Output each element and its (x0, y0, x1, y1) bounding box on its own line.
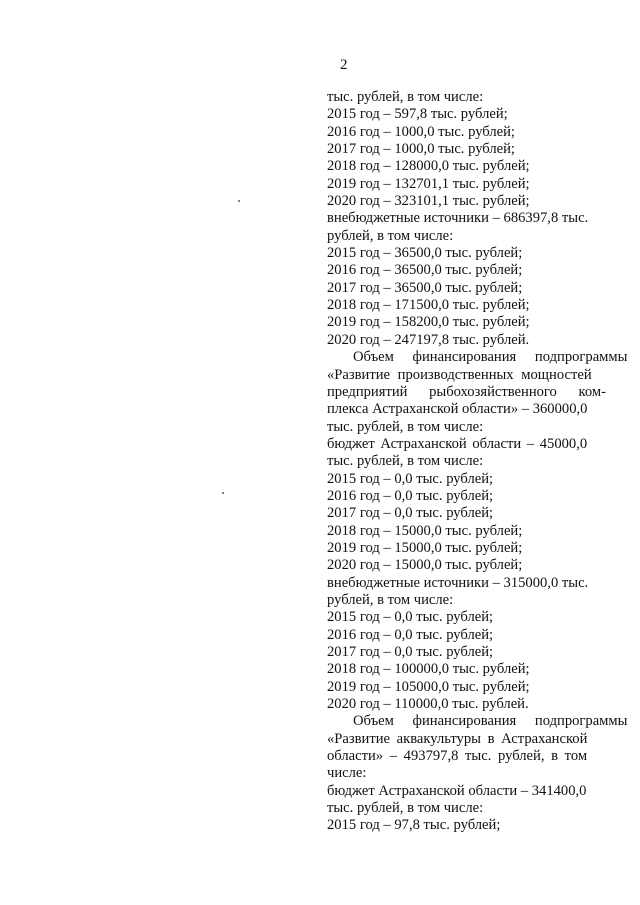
financing-text (327, 89, 628, 835)
text-line: предприятий рыбохозяйственного ком- (327, 383, 606, 400)
text-line: 2015 год – 0,0 тыс. рублей; (327, 609, 494, 626)
text-line: 2020 год – 247197,8 тыс. рублей. (327, 331, 530, 348)
scan-speck (222, 492, 224, 494)
text-line: 2020 год – 110000,0 тыс. рублей. (327, 696, 529, 713)
text-line: «Развитие производственных мощностей (327, 366, 592, 383)
text-line: тыс. рублей, в том числе: (327, 800, 484, 817)
text-line: 2018 год – 128000,0 тыс. рублей; (327, 158, 530, 175)
text-line: тыс. рублей, в том числе: (327, 453, 484, 470)
text-line: 2017 год – 0,0 тыс. рублей; (327, 505, 494, 522)
scan-speck (238, 200, 240, 202)
text-line: 2015 год – 0,0 тыс. рублей; (327, 470, 494, 487)
text-line: 2016 год – 1000,0 тыс. рублей; (327, 123, 515, 140)
text-line: 2018 год – 100000,0 тыс. рублей; (327, 661, 530, 678)
text-line: рублей, в том числе: (327, 591, 454, 608)
text-line: 2015 год – 36500,0 тыс. рублей; (327, 245, 523, 262)
text-line: бюджет Астраханской области – 341400,0 (327, 782, 587, 799)
text-line: 2016 год – 0,0 тыс. рублей; (327, 626, 494, 643)
text-line: «Развитие аквакультуры в Астраханской (327, 730, 588, 747)
text-line: 2017 год – 1000,0 тыс. рублей; (327, 141, 515, 158)
text-line: 2019 год – 105000,0 тыс. рублей; (327, 678, 530, 695)
text-line: 2017 год – 0,0 тыс. рублей; (327, 644, 494, 660)
text-line: 2016 год – 36500,0 тыс. рублей; (327, 262, 523, 279)
page-number: 2 (340, 57, 348, 73)
text-line: бюджет Астраханской области – 45000,0 (327, 435, 588, 452)
text-line: 2019 год – 132701,1 тыс. рублей; (327, 175, 530, 192)
text-line: 2020 год – 15000,0 тыс. рублей; (327, 557, 523, 574)
text-line: Объем финансирования подпрограммы (353, 349, 628, 366)
text-line: числе: (327, 765, 367, 782)
text-line: тыс. рублей, в том числе: (327, 89, 484, 105)
text-line: 2018 год – 15000,0 тыс. рублей; (327, 522, 523, 539)
text-line: 2020 год – 323101,1 тыс. рублей; (327, 193, 530, 210)
text-line: области» – 493797,8 тыс. рублей, в том (327, 748, 588, 765)
text-line: 2018 год – 171500,0 тыс. рублей; (327, 297, 530, 314)
text-line: плекса Астраханской области» – 360000,0 (327, 401, 588, 418)
text-line: рублей, в том числе: (327, 227, 454, 244)
text-line: 2019 год – 158200,0 тыс. рублей; (327, 314, 530, 331)
text-line: 2015 год – 97,8 тыс. рублей; (327, 817, 501, 834)
text-line: 2019 год – 15000,0 тыс. рублей; (327, 539, 523, 556)
text-line: 2016 год – 0,0 тыс. рублей; (327, 487, 494, 504)
text-line: 2017 год – 36500,0 тыс. рублей; (327, 279, 523, 296)
text-line: внебюджетные источники – 686397,8 тыс. (327, 210, 589, 227)
text-line: тыс. рублей, в том числе: (327, 418, 484, 435)
text-line: внебюджетные источники – 315000,0 тыс. (327, 574, 589, 591)
text-line: 2015 год – 597,8 тыс. рублей; (327, 106, 508, 123)
text-line: Объем финансирования подпрограммы (353, 713, 628, 730)
